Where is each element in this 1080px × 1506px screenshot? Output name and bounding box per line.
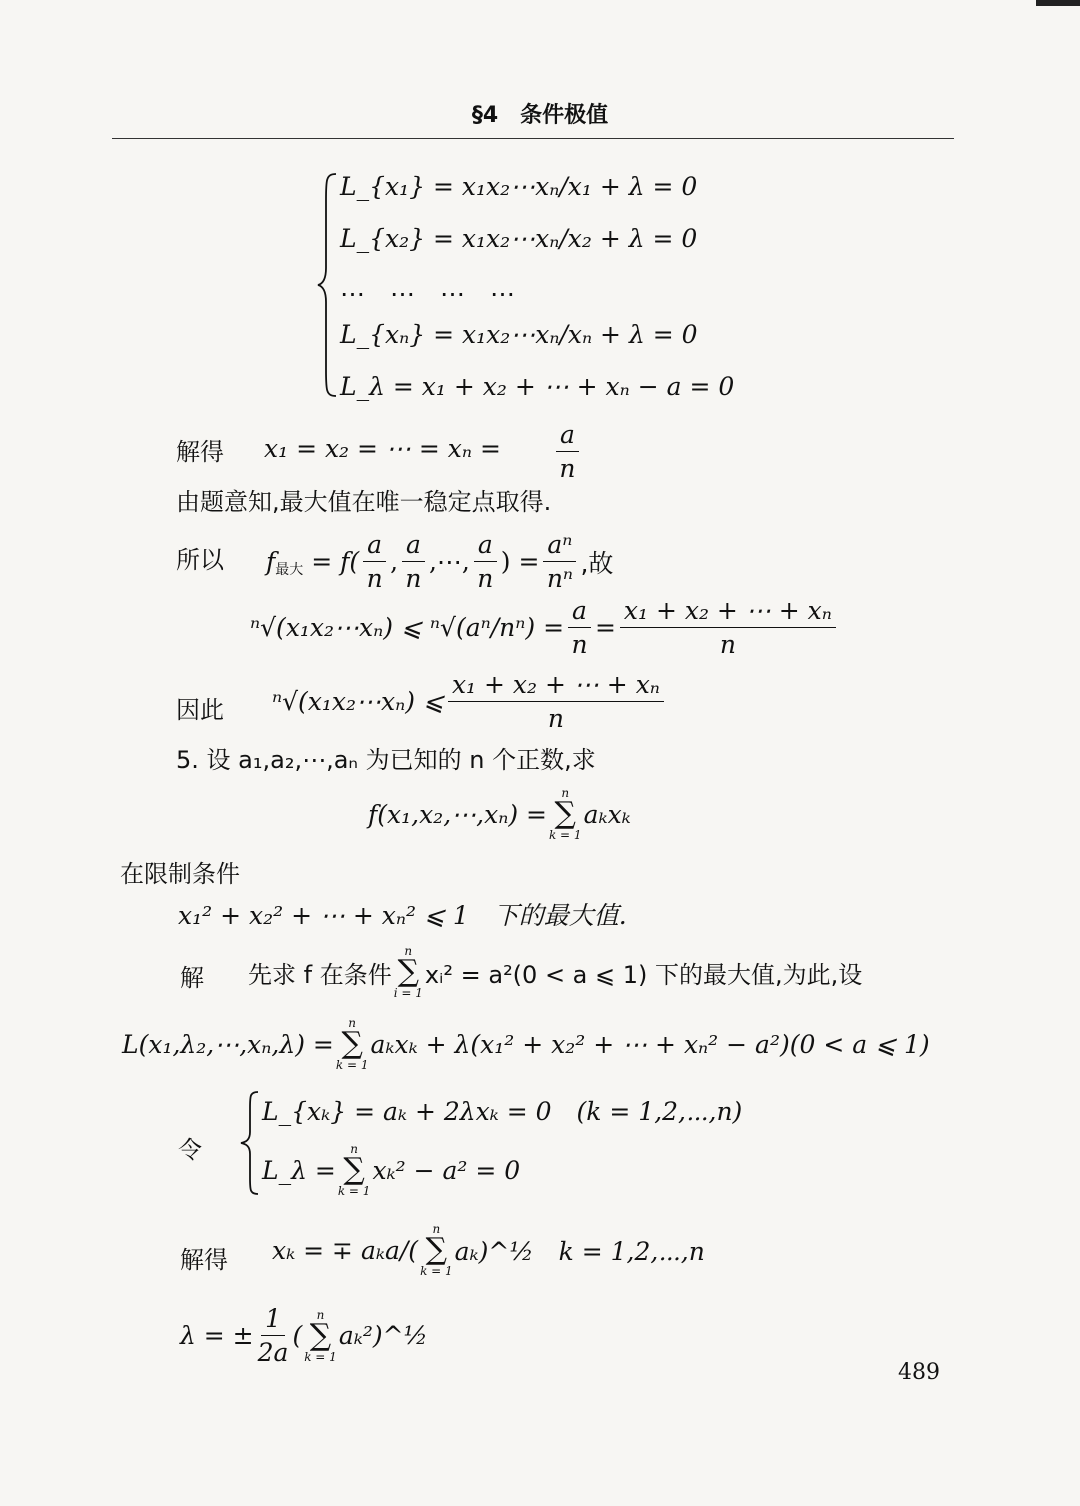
page-number: 489 bbox=[898, 1360, 940, 1385]
solve1-expression: x₁ = x₂ = ⋯ = xₙ = bbox=[264, 434, 501, 463]
inequality-line: ⁿ√(x₁x₂⋯xₙ) ⩽ ⁿ√(aⁿ/nⁿ) = $\frac{a}{n}$ = $\frac{\text{x₁ + x₂ + ⋯ + xₙ}}{n}$ bbox=[250, 596, 840, 659]
lambda-expression: λ = ± $\frac{1}{2a}$ ( n ∑ k = 1 aₖ²)^½ bbox=[180, 1304, 428, 1367]
problem-5-statement: 5. 设 a₁,a₂,⋯,aₙ 为已知的 n 个正数,求 bbox=[176, 746, 596, 774]
hence-label: 因此 bbox=[176, 696, 224, 724]
solve2-expression: xₖ = ∓ aₖa/( n ∑ k = 1 aₖ)^½ k = 1,2,⋯,n bbox=[272, 1222, 705, 1278]
problem-5-function: f(x₁,x₂,⋯,xₙ) = n ∑ k = 1 aₖxₖ bbox=[368, 786, 631, 842]
solution-intro: 先求 f 在条件 n ∑ i = 1 xᵢ² = a²(0 < a ⩽ 1) 下的最大值,为此,设 bbox=[248, 944, 863, 1000]
hence-inequality: ⁿ√(x₁x₂⋯xₙ) ⩽ $\frac{\text{x₁ + x₂ + ⋯ + xₙ}}{n}$ bbox=[272, 670, 668, 733]
system1-line-2: L_{x₂} = x₁x₂⋯xₙ/x₂ + λ = 0 bbox=[340, 224, 698, 253]
header-rule bbox=[112, 138, 954, 139]
system1-line-3: ⋯ ⋯ ⋯ ⋯ bbox=[340, 279, 516, 308]
known-statement: 由题意知,最大值在唯一稳定点取得. bbox=[176, 488, 552, 516]
let-label: 令 bbox=[178, 1136, 202, 1164]
therefore-label: 所以 bbox=[176, 546, 224, 574]
solve2-label: 解得 bbox=[180, 1246, 228, 1274]
fmax-equation: f 最大 = f( $\frac{a}{n}$ , $\frac{a}{n}$ ,⋯, $\frac{a}{n}$ ) = $\frac{\text{aⁿ}}{\text{nⁿ}}$ ,故 bbox=[266, 530, 614, 593]
left-brace-system1 bbox=[316, 170, 340, 400]
system2-line-2: L_λ = n ∑ k = 1 xₖ² − a² = 0 bbox=[262, 1142, 521, 1198]
solve1-label: 解得 bbox=[176, 438, 224, 466]
system1-line-5: L_λ = x₁ + x₂ + ⋯ + xₙ − a = 0 bbox=[340, 372, 735, 401]
constraint-label: 在限制条件 bbox=[120, 860, 240, 888]
system1-line-4: L_{xₙ} = x₁x₂⋯xₙ/xₙ + λ = 0 bbox=[340, 320, 698, 349]
lagrange-function: L(x₁,λ₂,⋯,xₙ,λ) = n ∑ k = 1 aₖxₖ + λ(x₁² + x₂² + ⋯ + xₙ² − a²)(0 < a ⩽ 1) bbox=[122, 1016, 930, 1072]
solve1-fraction: $\frac{a}{n}$ bbox=[552, 420, 583, 483]
system2-line-1: L_{xₖ} = aₖ + 2λxₖ = 0 (k = 1,2,⋯,n) bbox=[262, 1097, 743, 1126]
solution-label: 解 bbox=[180, 964, 204, 992]
constraint-expression: x₁² + x₂² + ⋯ + xₙ² ⩽ 1 下的最大值. bbox=[178, 901, 627, 930]
page-header-title: §4 条件极值 bbox=[471, 103, 609, 128]
scan-corner-mark bbox=[1036, 0, 1080, 6]
left-brace-system2 bbox=[238, 1088, 262, 1198]
system1-line-1: L_{x₁} = x₁x₂⋯xₙ/x₁ + λ = 0 bbox=[340, 172, 698, 201]
